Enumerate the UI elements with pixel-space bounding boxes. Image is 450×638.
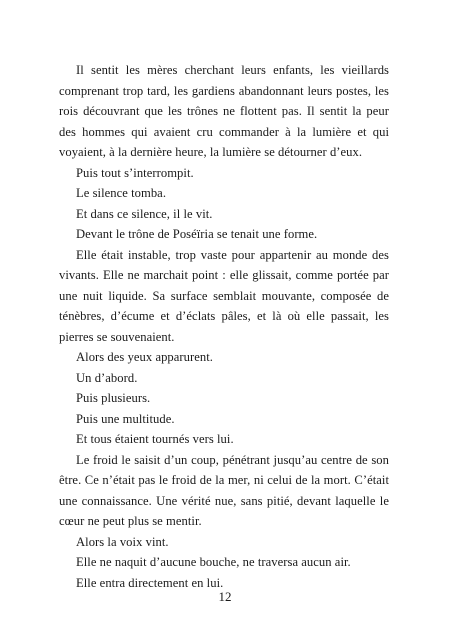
paragraph: Un d’abord.	[76, 370, 138, 385]
paragraph: Elle entra directement en lui.	[76, 575, 224, 590]
paragraph: Et dans ce silence, il le vit.	[76, 206, 213, 221]
paragraph: Et tous étaient tournés vers lui.	[76, 432, 234, 446]
paragraph: Puis plusieurs.	[76, 391, 151, 405]
body-text	[59, 60, 389, 593]
paragraph: Puis une multitude.	[76, 411, 175, 426]
paragraph: Puis tout s’interrompit.	[76, 165, 194, 180]
paragraph: Le silence tomba.	[76, 186, 167, 200]
paragraph: Alors des yeux apparurent.	[76, 350, 213, 364]
page-number: 12	[218, 589, 232, 604]
paragraph: Le froid le saisit d’un coup, pénétrant jusqu’au centre de son être. Ce n’était pas le froid de la mer, ni celui de la mort. C’était une connaissance. Une vérité nue, sans pitié, devant laquelle le cœur ne peut plus se mentir.	[59, 452, 389, 528]
paragraph: Il sentit les mères cherchant leurs enfants, les vieillards comprenant trop tard, les gardiens abandonnant leurs postes, les rois découvrant que les trônes ne flottent pas. Il sentit la peur des hommes qui avaient cru commander à la lumière et qui voyaient, à la dernière heure, la lumière se détourner d’eux.	[59, 63, 389, 159]
paragraph: Elle ne naquit d’aucune bouche, ne traversa aucun air.	[76, 555, 351, 569]
paragraph: Alors la voix vint.	[76, 534, 169, 549]
paragraph: Devant le trône de Poséïria se tenait une forme.	[76, 227, 318, 241]
paragraph: Elle était instable, trop vaste pour appartenir au monde des vivants. Elle ne marchait point : elle glissait, comme portée par une nuit liquide. Sa surface semblait mouvante, composée de ténèbres, d’écume et d’éclats pâles, et là où elle passait, les pierres se souvenaient.	[59, 247, 389, 344]
